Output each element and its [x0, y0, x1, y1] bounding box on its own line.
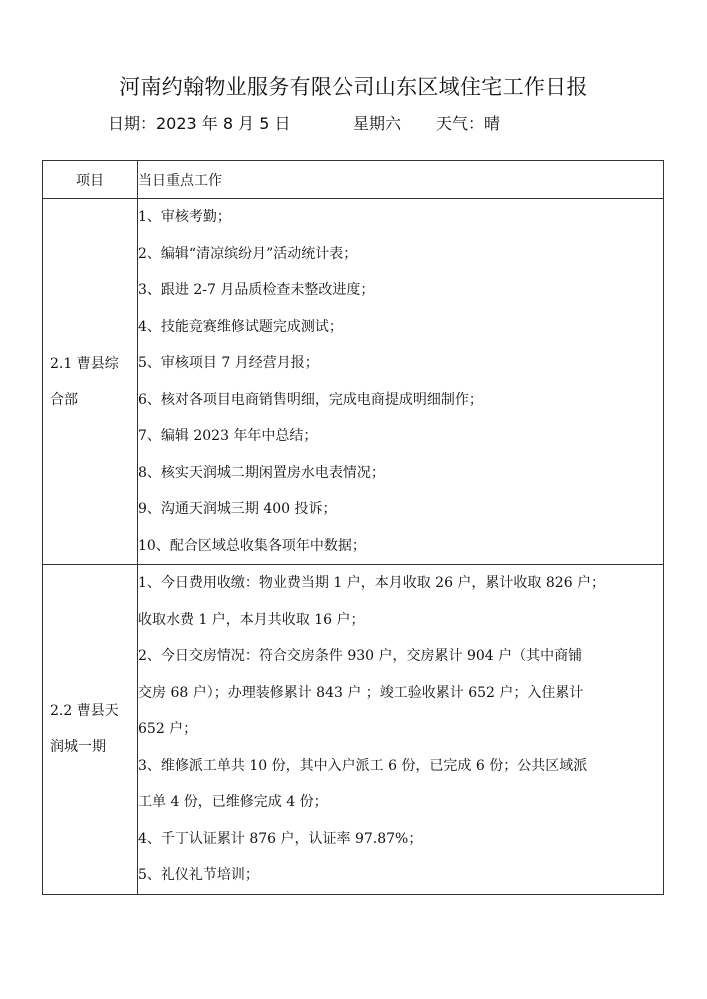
work-item: 2、今日交房情况：符合交房条件 930 户，交房累计 904 户（其中商铺	[138, 648, 583, 664]
work-item: 3、维修派工单共 10 份，其中入户派工 6 份，已完成 6 份；公共区域派	[138, 757, 588, 774]
work-cell	[138, 199, 664, 565]
work-item: 收取水费 1 户，本月共收取 16 户；	[138, 611, 365, 628]
report-weather: 天气：晴	[436, 114, 501, 133]
project-name: 2.2 曹县天润城一期	[50, 703, 119, 756]
work-item: 5、礼仪礼节培训；	[138, 867, 259, 883]
work-cell	[138, 565, 664, 895]
work-item: 1、今日费用收缴：物业费当期 1 户，本月收取 26 户，累计收取 826 户；	[138, 575, 606, 591]
work-report-table	[42, 160, 664, 895]
work-item: 10、配合区域总收集各项年中数据；	[138, 537, 366, 554]
page-title: 河南约翰物业服务有限公司山东区域住宅工作日报	[119, 75, 588, 99]
project-cell	[43, 199, 138, 565]
work-item: 7、编辑 2023 年年中总结；	[138, 428, 318, 444]
report-date: 日期：2023 年 8 月 5 日	[108, 114, 291, 133]
project-name: 2.1 曹县综合部	[50, 355, 119, 408]
work-item: 4、技能竞赛维修试题完成测试；	[138, 318, 343, 335]
header-project: 项目	[43, 161, 138, 199]
work-item: 3、跟进 2-7 月品质检查未整改进度；	[138, 282, 375, 298]
work-item: 9、沟通天润城三期 400 投诉；	[138, 501, 337, 517]
report-weekday: 星期六	[353, 114, 402, 133]
work-item: 8、核实天润城二期闲置房水电表情况；	[138, 464, 385, 481]
work-item: 652 户；	[138, 721, 198, 737]
work-item: 4、千丁认证累计 876 户，认证率 97.87%；	[138, 830, 423, 847]
table-row-tianruncheng-phase1	[43, 565, 664, 895]
project-cell	[43, 565, 138, 895]
work-item: 2、编辑“清凉缤纷月”活动统计表；	[138, 245, 358, 262]
table-row-caoxian-general	[43, 199, 664, 565]
header-work: 当日重点工作	[138, 161, 664, 199]
work-item: 5、审核项目 7 月经营月报；	[138, 355, 319, 371]
work-item: 6、核对各项目电商销售明细，完成电商提成明细制作；	[138, 391, 483, 408]
work-item: 交房 68 户）；办理装修累计 843 户 ；竣工验收累计 652 户；入住累计	[138, 684, 584, 701]
work-item: 工单 4 份，已维修完成 4 份；	[138, 794, 328, 810]
work-item: 1、审核考勤；	[138, 209, 231, 225]
table-header-row	[43, 161, 664, 199]
